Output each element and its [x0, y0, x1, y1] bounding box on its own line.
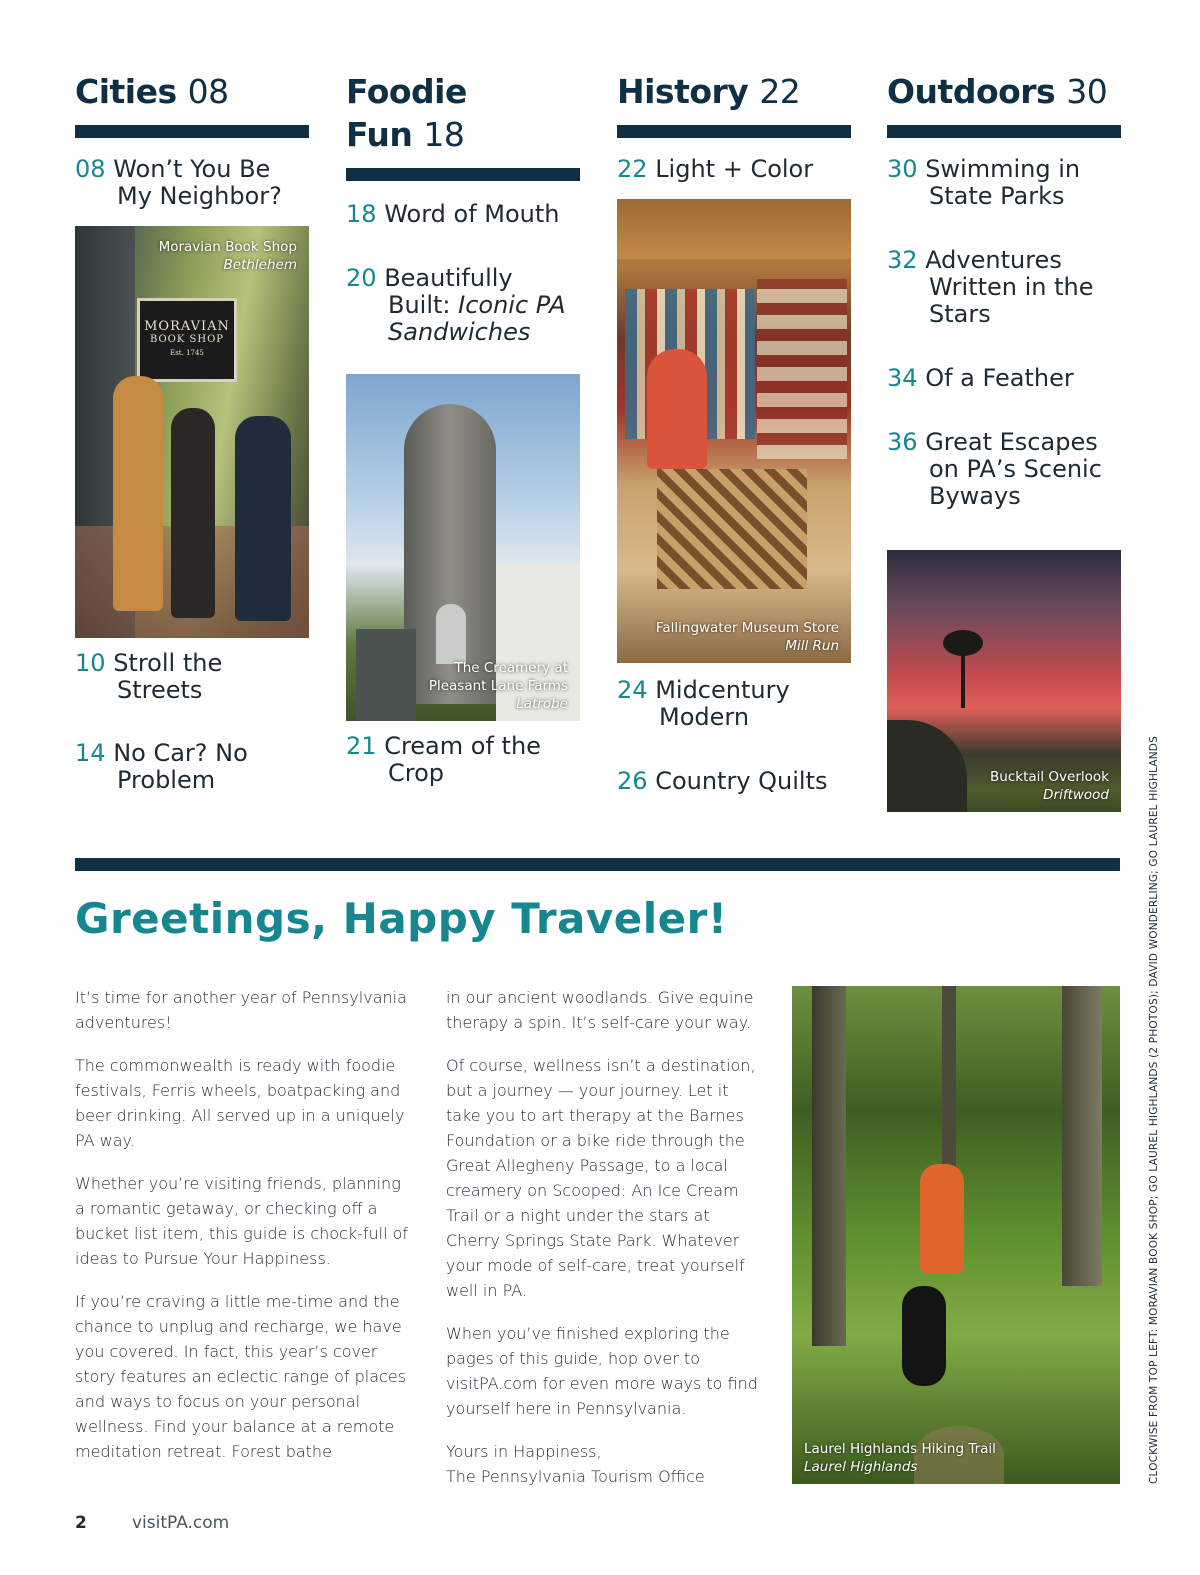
photo-credit: CLOCKWISE FROM TOP LEFT: MORAVIAN BOOK SHOP; GO LAUREL HIGHLANDS (2 PHOTOS); DAVID WONDERLING; GO LAUREL HIGHLANDS	[1148, 736, 1160, 1484]
museum-store-photo	[617, 199, 851, 663]
toc-item[interactable]: 10 Stroll the Streets	[75, 649, 223, 704]
paragraph: The commonwealth is ready with foodie festivals, Ferris wheels, boatpacking and beer drinking. All served up in a uniquely PA way.	[75, 1056, 405, 1150]
toc-item[interactable]: 26 Country Quilts	[617, 767, 828, 795]
section-title: Outdoors 30	[887, 72, 1108, 111]
toc-item[interactable]: 24 Midcentury Modern	[617, 676, 790, 731]
moravian-photo	[75, 226, 309, 638]
photo-caption: The Creamery at Pleasant Lane Farms Latrobe	[428, 660, 568, 712]
toc-item[interactable]: 30 Swimming in State Parks	[887, 155, 1081, 210]
person-figure	[647, 349, 707, 469]
paragraph: It’s time for another year of Pennsylvania adventures!	[75, 988, 407, 1032]
hiker-figure	[920, 1164, 964, 1274]
signoff: Yours in Happiness,	[446, 1442, 602, 1461]
section-divider	[75, 858, 1120, 871]
toc-item[interactable]: 20 Beautifully Built: Iconic PA Sandwiches	[346, 264, 566, 346]
section-cities	[75, 70, 309, 794]
toc-item[interactable]: 32 Adventures Written in the Stars	[887, 246, 1094, 328]
toc-item[interactable]: 08 Won’t You Be My Neighbor?	[75, 155, 282, 210]
hiking-trail-photo	[792, 986, 1120, 1484]
toc-item[interactable]: 14 No Car? No Problem	[75, 739, 248, 794]
paragraph: Whether you’re visiting friends, planning a romantic getaway, or checking off a bucket list item, this guide is chock-full of ideas to Pursue Your Happiness.	[75, 1174, 409, 1268]
section-rule	[887, 125, 1121, 138]
person-figure	[235, 416, 291, 621]
tree-trunk	[812, 986, 846, 1346]
page-number: 2	[75, 1513, 87, 1533]
toc-item[interactable]: 18 Word of Mouth	[346, 200, 560, 228]
section-rule	[75, 125, 309, 138]
paragraph: If you’re craving a little me-time and the chance to unplug and recharge, we have you covered. In fact, this year’s cover story features an eclectic range of places and ways to focus on your personal wellness. Find your balance at a remote meditation retreat. Forest bathe	[75, 1292, 407, 1461]
section-history	[617, 70, 851, 795]
toc-item[interactable]: 21 Cream of the Crop	[346, 732, 541, 787]
greeting-column-1	[75, 985, 415, 1482]
section-title: Foodie Fun 18	[346, 72, 467, 154]
section-rule	[617, 125, 851, 138]
photo-caption: Bucktail Overlook Driftwood	[990, 769, 1109, 803]
person-figure	[171, 408, 215, 618]
creamery-photo	[346, 374, 580, 721]
section-rule	[346, 168, 580, 181]
greeting-title: Greetings, Happy Traveler!	[75, 894, 728, 943]
greeting-column-2	[446, 985, 766, 1489]
paragraph: Of course, wellness isn’t a destination, but a journey — your journey. Let it take you to art therapy at the Barnes Foundation or a bike ride through the Great Allegheny Passage, to a local creamery on Scooped: An Ice Cream Trail or a night under the stars at Cherry Springs State Park. Whatever your mode of self-care, treat yourself well in PA.	[446, 1056, 756, 1300]
section-title: History 22	[617, 72, 801, 111]
section-title: Cities 08	[75, 72, 229, 111]
signoff-org: The Pennsylvania Tourism Office	[446, 1467, 705, 1486]
photo-caption: Moravian Book Shop Bethlehem	[158, 239, 297, 273]
toc-item[interactable]: 34 Of a Feather	[887, 364, 1074, 392]
toc-item[interactable]: 22 Light + Color	[617, 155, 814, 183]
footer-site[interactable]: visitPA.com	[132, 1513, 230, 1533]
paragraph: in our ancient woodlands. Give equine therapy a spin. It’s self-care your way.	[446, 988, 754, 1032]
sunset-photo	[887, 550, 1121, 812]
paragraph: When you’ve finished exploring the pages of this guide, hop over to visitPA.com for even more ways to find yourself here in Pennsylvania.	[446, 1324, 758, 1418]
tree-trunk	[1062, 986, 1102, 1286]
section-foodie-fun	[346, 70, 580, 787]
display-table	[657, 469, 807, 589]
toc-item[interactable]: 36 Great Escapes on PA’s Scenic Byways	[887, 428, 1102, 510]
shop-sign: MORAVIAN BOOK SHOP Est. 1745	[137, 298, 237, 382]
photo-caption: Laurel Highlands Hiking Trail Laurel Highlands	[804, 1441, 996, 1475]
dog-figure	[902, 1286, 946, 1386]
person-figure	[113, 376, 163, 611]
section-outdoors	[887, 70, 1121, 812]
photo-caption: Fallingwater Museum Store Mill Run	[655, 620, 839, 654]
